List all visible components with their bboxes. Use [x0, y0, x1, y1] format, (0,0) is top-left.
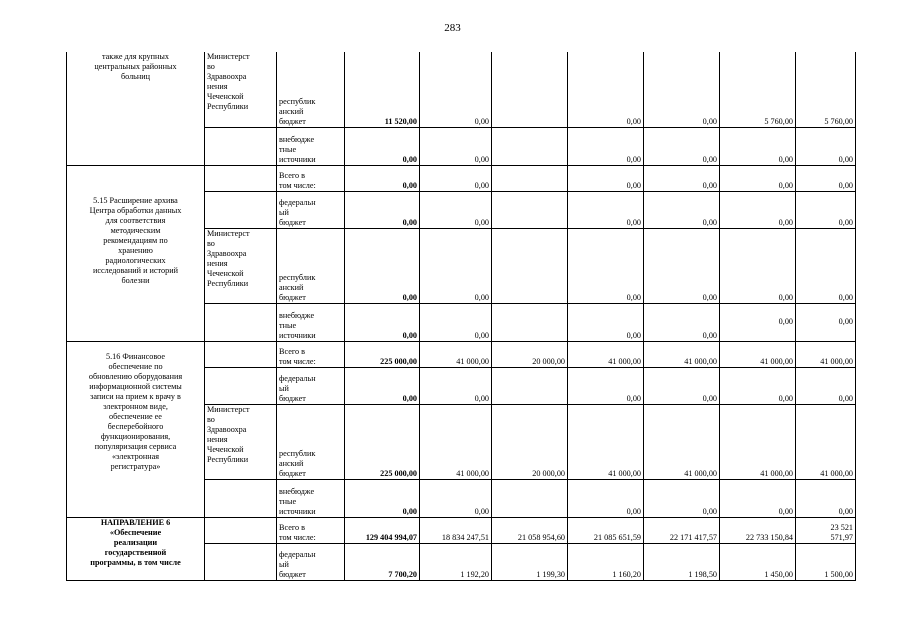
year-value-cell: 0,00	[720, 191, 796, 228]
total-value-cell: 0,00	[345, 191, 420, 228]
executor-cell	[205, 367, 277, 404]
executor-cell	[205, 165, 277, 191]
year-value-cell: 0,00	[720, 228, 796, 303]
budget-table	[66, 52, 856, 581]
year-value-cell	[492, 165, 568, 191]
year-value-cell: 0,00	[644, 479, 720, 517]
executor-cell	[205, 191, 277, 228]
year-value-cell: 0,00	[644, 165, 720, 191]
year-value-cell: 0,00	[720, 479, 796, 517]
funding-source-cell: Всего в том числе:	[277, 165, 345, 191]
activity-name: 5.15 Расширение архива Центра обработки данных для соответствия методическим рекомендациям по хранению радиологических исследований и историй болезни	[67, 165, 205, 341]
funding-source-cell: Всего в том числе:	[277, 341, 345, 367]
year-value-cell: 41 000,00	[720, 341, 796, 367]
executor-cell	[205, 479, 277, 517]
year-value-cell: 1 500,00	[796, 543, 856, 580]
year-value-cell: 1 450,00	[720, 543, 796, 580]
year-value-cell: 0,00	[796, 367, 856, 404]
funding-source-cell: внебюдже тные источники	[277, 303, 345, 341]
total-value-cell: 129 404 994,07	[345, 517, 420, 543]
year-value-cell: 1 198,50	[644, 543, 720, 580]
year-value-cell: 41 000,00	[568, 341, 644, 367]
year-value-cell: 0,00	[796, 127, 856, 165]
funding-source-cell: Всего в том числе:	[277, 517, 345, 543]
year-value-cell	[492, 127, 568, 165]
year-value-cell: 0,00	[568, 52, 644, 127]
year-value-cell: 0,00	[644, 52, 720, 127]
year-value-cell: 1 199,30	[492, 543, 568, 580]
activity-name: также для крупных центральных районных больниц	[67, 52, 205, 165]
year-value-cell: 0,00	[644, 228, 720, 303]
funding-source-cell: республик анский бюджет	[277, 404, 345, 479]
year-value-cell: 5 760,00	[796, 52, 856, 127]
executor-cell: Министерст во Здравоохра нения Чеченской Республики	[205, 228, 277, 303]
funding-source-cell: федеральн ый бюджет	[277, 367, 345, 404]
year-value-cell	[492, 303, 568, 341]
year-value-cell: 0,00	[796, 479, 856, 517]
funding-source-cell: внебюдже тные источники	[277, 479, 345, 517]
year-value-cell: 0,00	[644, 367, 720, 404]
year-value-cell: 0,00	[796, 165, 856, 191]
year-value-cell: 0,00	[420, 367, 492, 404]
funding-source-cell: внебюдже тные источники	[277, 127, 345, 165]
year-value-cell: 0,00	[796, 191, 856, 228]
total-value-cell: 225 000,00	[345, 404, 420, 479]
year-value-cell	[492, 52, 568, 127]
table-row	[67, 341, 856, 367]
year-value-cell: 0,00	[644, 303, 720, 341]
total-value-cell: 225 000,00	[345, 341, 420, 367]
funding-source-cell: республик анский бюджет	[277, 52, 345, 127]
year-value-cell: 41 000,00	[720, 404, 796, 479]
year-value-cell: 21 085 651,59	[568, 517, 644, 543]
total-value-cell: 0,00	[345, 479, 420, 517]
year-value-cell	[492, 479, 568, 517]
funding-source-cell: федеральн ый бюджет	[277, 191, 345, 228]
year-value-cell	[492, 191, 568, 228]
year-value-cell: 41 000,00	[420, 404, 492, 479]
total-value-cell: 0,00	[345, 367, 420, 404]
activity-name: 5.16 Финансовое обеспечение по обновлению оборудования информационной системы записи на прием к врачу в электронном виде, обеспечение ее бесперебойного функционирования, популяризация сервиса «электронная регистратура»	[67, 341, 205, 517]
year-value-cell: 23 521 571,97	[796, 517, 856, 543]
year-value-cell	[492, 228, 568, 303]
year-value-cell: 22 171 417,57	[644, 517, 720, 543]
year-value-cell: 41 000,00	[796, 341, 856, 367]
total-value-cell: 7 700,20	[345, 543, 420, 580]
executor-cell	[205, 517, 277, 543]
executor-cell	[205, 543, 277, 580]
year-value-cell: 20 000,00	[492, 341, 568, 367]
year-value-cell: 41 000,00	[420, 341, 492, 367]
year-value-cell: 0,00	[720, 367, 796, 404]
year-value-cell: 0,00	[568, 228, 644, 303]
year-value-cell: 18 834 247,51	[420, 517, 492, 543]
page-number: 283	[444, 22, 461, 34]
table-row	[67, 52, 856, 127]
year-value-cell: 0,00	[568, 367, 644, 404]
year-value-cell: 0,00	[568, 127, 644, 165]
year-value-cell: 0,00	[720, 303, 796, 341]
executor-cell	[205, 303, 277, 341]
total-value-cell: 0,00	[345, 228, 420, 303]
year-value-cell: 0,00	[644, 191, 720, 228]
total-value-cell: 0,00	[345, 303, 420, 341]
year-value-cell: 0,00	[420, 479, 492, 517]
year-value-cell: 22 733 150,84	[720, 517, 796, 543]
year-value-cell: 0,00	[720, 127, 796, 165]
executor-cell: Министерст во Здравоохра нения Чеченской Республики	[205, 404, 277, 479]
executor-cell	[205, 341, 277, 367]
year-value-cell: 0,00	[420, 191, 492, 228]
year-value-cell: 0,00	[420, 165, 492, 191]
funding-source-cell: федеральн ый бюджет	[277, 543, 345, 580]
total-value-cell: 0,00	[345, 127, 420, 165]
year-value-cell	[492, 367, 568, 404]
year-value-cell: 5 760,00	[720, 52, 796, 127]
executor-cell	[205, 127, 277, 165]
year-value-cell: 41 000,00	[644, 341, 720, 367]
funding-source-cell: республик анский бюджет	[277, 228, 345, 303]
year-value-cell: 0,00	[420, 127, 492, 165]
total-value-cell: 11 520,00	[345, 52, 420, 127]
year-value-cell: 1 160,20	[568, 543, 644, 580]
year-value-cell: 41 000,00	[644, 404, 720, 479]
total-value-cell: 0,00	[345, 165, 420, 191]
activity-name: НАПРАВЛЕНИЕ 6 «Обеспечение реализации государственной программы, в том числе	[67, 517, 205, 580]
year-value-cell: 20 000,00	[492, 404, 568, 479]
executor-cell: Министерст во Здравоохра нения Чеченской Республики	[205, 52, 277, 127]
year-value-cell: 0,00	[568, 303, 644, 341]
year-value-cell: 0,00	[796, 228, 856, 303]
table-row	[67, 165, 856, 191]
year-value-cell: 0,00	[796, 303, 856, 341]
year-value-cell: 0,00	[568, 479, 644, 517]
year-value-cell: 0,00	[568, 191, 644, 228]
year-value-cell: 0,00	[644, 127, 720, 165]
year-value-cell: 1 192,20	[420, 543, 492, 580]
year-value-cell: 0,00	[420, 303, 492, 341]
year-value-cell: 41 000,00	[568, 404, 644, 479]
year-value-cell: 0,00	[420, 52, 492, 127]
table-row	[67, 517, 856, 543]
year-value-cell: 0,00	[568, 165, 644, 191]
year-value-cell: 0,00	[420, 228, 492, 303]
year-value-cell: 41 000,00	[796, 404, 856, 479]
year-value-cell: 21 058 954,60	[492, 517, 568, 543]
year-value-cell: 0,00	[720, 165, 796, 191]
